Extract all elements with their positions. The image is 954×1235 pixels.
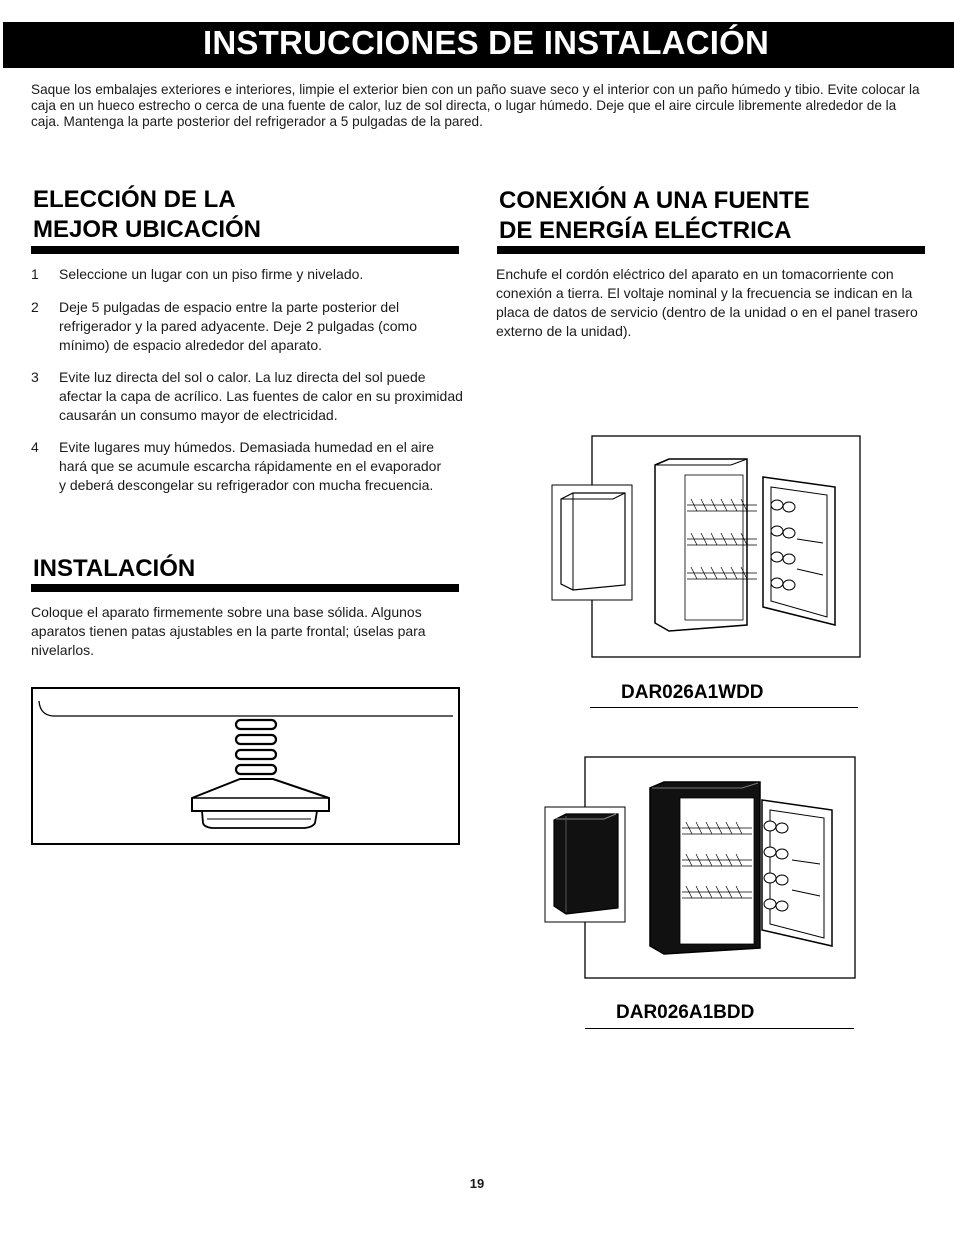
list-item: 3 Evite luz directa del sol o calor. La luz directa del sol puede afectar la capa de acrílico. Las fuentes de calor en su proximidad causarán un consumo mayor de electricidad. <box>31 369 463 423</box>
model-label-black: DAR026A1BDD <box>616 1002 755 1023</box>
title-bar <box>3 22 954 68</box>
power-heading-rule <box>497 246 925 254</box>
fridge-white-illustration <box>551 435 863 659</box>
list-item: 1 Seleccione un lugar con un piso firme y nivelado. <box>31 266 364 282</box>
installation-text: Coloque el aparato firmemente sobre una base sólida. Algunos aparatos tienen patas ajustables en la parte frontal; úselas para nivelarlos. <box>31 604 426 658</box>
model-label-white-underline <box>590 707 858 708</box>
fridge-black-illustration <box>544 756 857 980</box>
list-item: 2 Deje 5 pulgadas de espacio entre la parte posterior del refrigerador y la pared adyacente. Deje 2 pulgadas (como mínimo) de espacio alrededor del aparato. <box>31 299 417 353</box>
installation-heading: INSTALACIÓN <box>33 555 196 582</box>
model-label-white: DAR026A1WDD <box>621 682 764 703</box>
power-text: Enchufe el cordón eléctrico del aparato en un tomacorriente con conexión a tierra. El voltaje nominal y la frecuencia se indican en la placa de datos de servicio (dentro de la unidad o en el panel trasero externo de la unidad). <box>496 266 918 339</box>
leveling-leg-illustration <box>31 687 460 846</box>
page-number: 19 <box>469 1176 485 1191</box>
installation-heading-rule <box>31 584 459 592</box>
model-label-black-underline <box>585 1028 854 1029</box>
location-heading: ELECCIÓN DE LA MEJOR UBICACIÓN <box>33 186 262 243</box>
page-title: INSTRUCCIONES DE INSTALACIÓN <box>203 24 770 61</box>
list-item: 4 Evite lugares muy húmedos. Demasiada humedad en el aire hará que se acumule escarcha rápidamente en el evaporador y deberá descongelar su refrigerador con mucha frecuencia. <box>31 439 442 493</box>
power-heading: CONEXIÓN A UNA FUENTE DE ENERGÍA ELÉCTRICA <box>499 187 810 244</box>
intro-paragraph: Saque los embalajes exteriores e interiores, limpie el exterior bien con un paño suave seco y el interior con un paño húmedo y tibio. Evite colocar la caja en un hueco estrecho o cerca de una fuente de calor, luz de sol directa, o lugar húmedo. Deje que el aire circule libremente alrededor de la caja. Mantenga la parte posterior del refrigerador a 5 pulgadas de la pared. <box>31 82 920 129</box>
location-heading-rule <box>31 246 459 254</box>
